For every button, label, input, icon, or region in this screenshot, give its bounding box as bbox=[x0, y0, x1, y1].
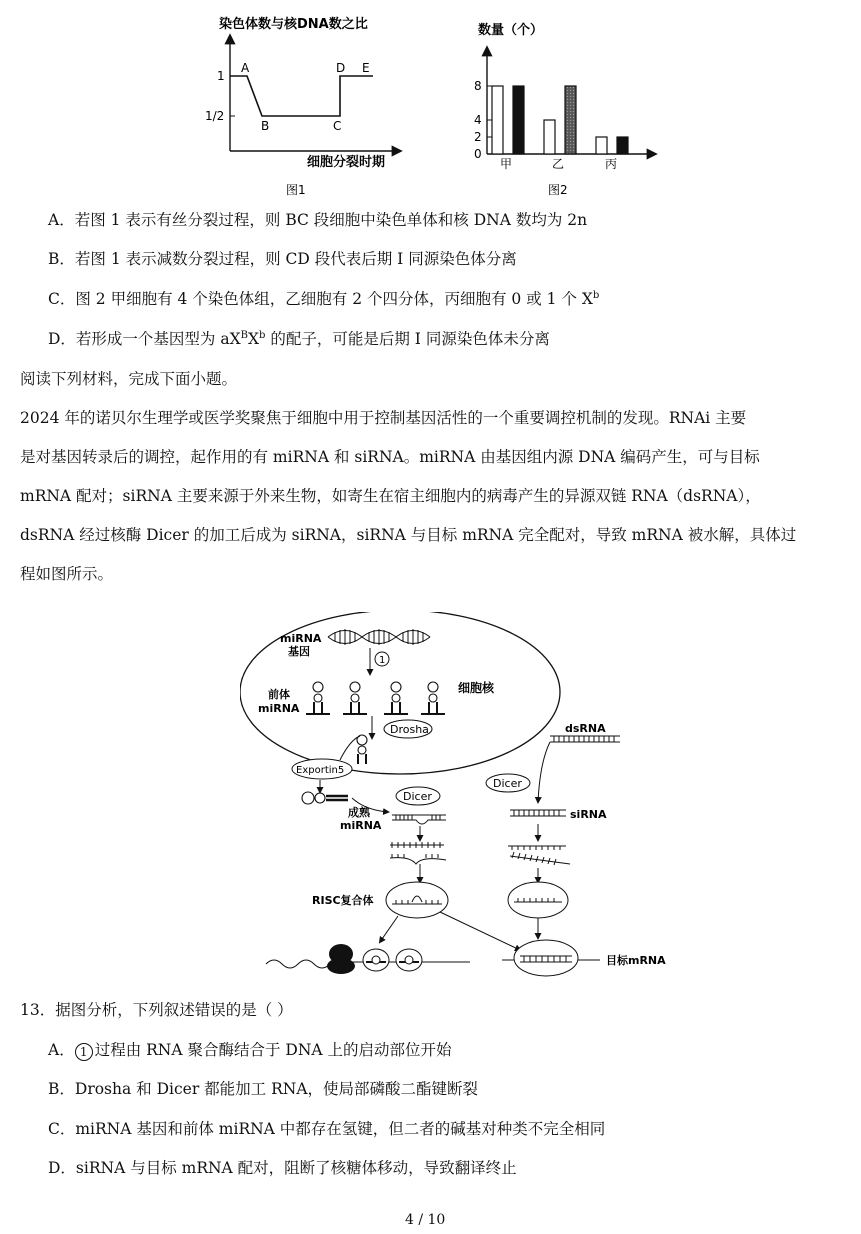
svg-text:Dicer: Dicer bbox=[403, 790, 432, 803]
fig1-point-b: B bbox=[261, 119, 270, 133]
mature-mirna-label-2: miRNA bbox=[340, 819, 382, 832]
q12-option-d: D．若形成一个基因型为 $aX^BX^b$ 的配子，可能是后期 I 同源染色体未分离 bbox=[48, 330, 550, 348]
passage-line-3: mRNA 配对；siRNA 主要来源于外来生物，如寄生在宿主细胞内的病毒产生的异源双链 RNA（dsRNA）， bbox=[20, 487, 761, 505]
mrna-strand-left bbox=[266, 960, 330, 968]
fig2-tick-label: 2 bbox=[474, 130, 482, 144]
fig2-group-bing: 丙 bbox=[605, 157, 618, 171]
passage-line-2: 是对基因转录后的调控，起作用的有 miRNA 和 siRNA。miRNA 由基因组内源 DNA 编码产生，可与目标 bbox=[20, 448, 760, 466]
dna-double-helix-icon bbox=[328, 629, 430, 645]
fig2-bar-乙-white bbox=[544, 120, 555, 154]
fig1-tick-1: 1 bbox=[217, 69, 225, 83]
fig2-bar-丙-black bbox=[617, 137, 628, 154]
pre-mirna-label-1: 前体 bbox=[268, 688, 290, 701]
passage-line-5: 程如图所示。 bbox=[20, 565, 114, 583]
q13-option-d: D．siRNA 与目标 mRNA 配对，阻断了核糖体移动，导致翻译终止 bbox=[48, 1159, 517, 1177]
fig1-point-a: A bbox=[241, 61, 250, 75]
dsrna-duplex-icon bbox=[550, 736, 620, 742]
fig1-point-c: C bbox=[333, 119, 342, 133]
nucleus-label: 细胞核 bbox=[458, 681, 495, 695]
fig1-point-e: E bbox=[362, 61, 370, 75]
fig2-bar-乙-black bbox=[565, 86, 576, 154]
fig2-tick-label: 4 bbox=[474, 113, 482, 127]
fig2-tick-label: 8 bbox=[474, 79, 482, 93]
fig2-group-yi: 乙 bbox=[552, 157, 565, 171]
fig1-line bbox=[230, 76, 373, 116]
q12-option-c: C．图 2 甲细胞有 4 个染色体组，乙细胞有 2 个四分体，丙细胞有 0 或 1 个 $X^b$ bbox=[48, 290, 600, 308]
risc-complex-mirna bbox=[386, 882, 448, 918]
target-mrna-label: 目标mRNA bbox=[606, 954, 666, 967]
fig2-bar-丙-white bbox=[596, 137, 607, 154]
dsrna-label: dsRNA bbox=[565, 722, 606, 735]
page-number: 4 / 10 bbox=[405, 1212, 446, 1228]
pre-mirna-label-2: miRNA bbox=[258, 702, 300, 715]
svg-text:1: 1 bbox=[379, 655, 386, 666]
fig1-y-title: 染色体数与核DNA数之比 bbox=[219, 17, 368, 32]
figure-1-chart bbox=[195, 8, 415, 203]
risc-complex-sirna bbox=[508, 882, 568, 918]
figure-2-chart bbox=[470, 8, 670, 203]
q13-option-b: B．Drosha 和 Dicer 都能加工 RNA，使局部磷酸二酯键断裂 bbox=[48, 1080, 479, 1098]
fig2-y-title: 数量（个） bbox=[478, 23, 544, 38]
fig1-point-d: D bbox=[336, 61, 346, 75]
risc-complex-label: RISC复合体 bbox=[312, 894, 374, 907]
fig1-x-title: 细胞分裂时期 bbox=[307, 155, 386, 170]
mature-mirna-label-1: 成熟 bbox=[348, 806, 370, 819]
fig2-bar-甲-black bbox=[513, 86, 524, 154]
rnai-diagram bbox=[240, 612, 690, 982]
svg-text:Exportin5: Exportin5 bbox=[296, 765, 345, 776]
q12-option-b: B．若图 1 表示减数分裂过程，则 CD 段代表后期 I 同源染色体分离 bbox=[48, 250, 517, 268]
passage-line-1: 2024 年的诺贝尔生理学或医学奖聚焦于细胞中用于控制基因活性的一个重要调控机制的发现。RNAi 主要 bbox=[20, 409, 747, 427]
ribosome-icon bbox=[327, 944, 355, 974]
pre-mirna-hairpins-icon bbox=[306, 682, 445, 714]
reading-intro: 阅读下列材料，完成下面小题。 bbox=[20, 370, 238, 388]
svg-text:Drosha: Drosha bbox=[390, 723, 429, 736]
q12-option-a: A．若图 1 表示有丝分裂过程，则 BC 段细胞中染色单体和核 DNA 数均为 2n bbox=[48, 211, 588, 229]
fig2-caption: 图2 bbox=[548, 183, 568, 197]
fig2-group-jia: 甲 bbox=[500, 157, 513, 171]
sirna-duplex-icon bbox=[510, 810, 566, 816]
fig1-caption: 图1 bbox=[286, 183, 306, 197]
mirna-gene-label-1: miRNA bbox=[280, 632, 322, 645]
q13-option-a: A． 1 过程由 RNA 聚合酶结合于 DNA 上的启动部位开始 bbox=[48, 1041, 452, 1059]
sirna-label: siRNA bbox=[570, 808, 607, 821]
fig2-bar-甲-white bbox=[492, 86, 503, 154]
mature-mirna-duplex-icon bbox=[392, 815, 446, 824]
mirna-gene-label-2: 基因 bbox=[288, 645, 310, 658]
q13-option-c: C．miRNA 基因和前体 miRNA 中都存在氢键，但二者的碱基对种类不完全相同 bbox=[48, 1120, 606, 1138]
passage-line-4: dsRNA 经过核酶 Dicer 的加工后成为 siRNA，siRNA 与目标 mRNA 完全配对，导致 mRNA 被水解，具体过 bbox=[20, 526, 797, 544]
fig1-tick-half: 1/2 bbox=[205, 109, 225, 123]
q13-stem: 13．据图分析，下列叙述错误的是（ ） bbox=[20, 1001, 293, 1019]
svg-text:Dicer: Dicer bbox=[493, 777, 522, 790]
fig2-tick-label: 0 bbox=[474, 147, 482, 161]
